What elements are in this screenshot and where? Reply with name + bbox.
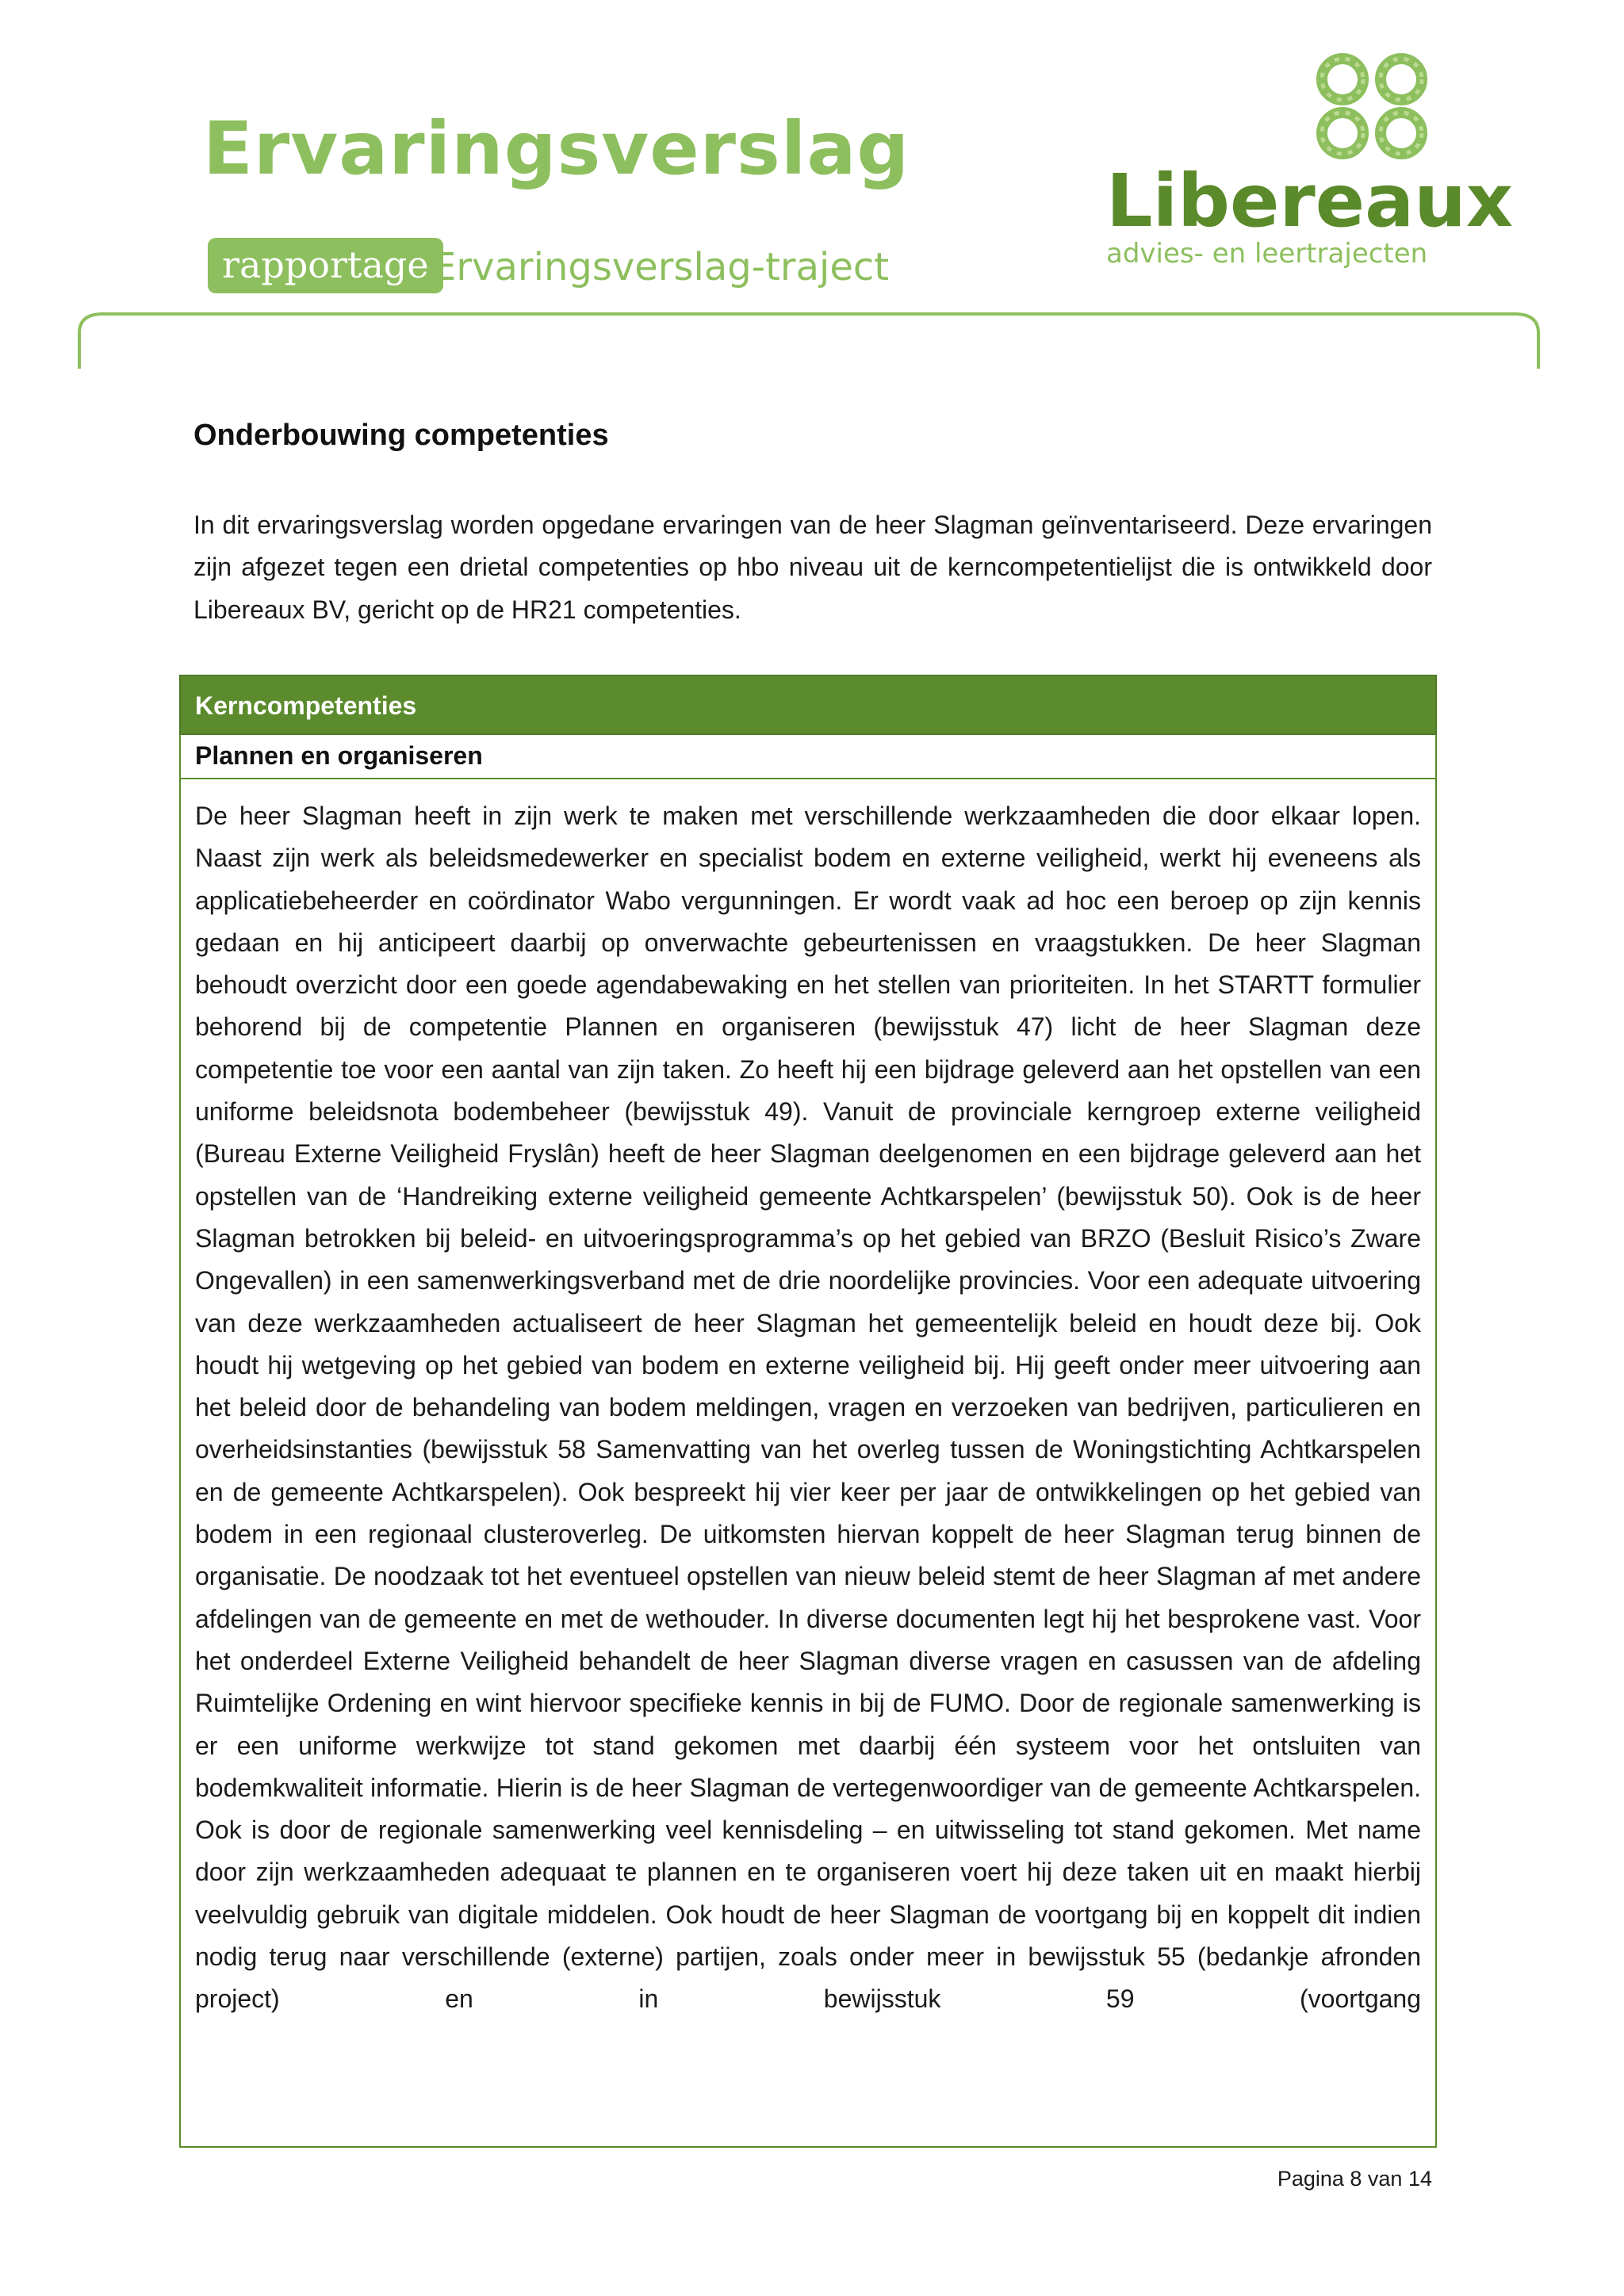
section-heading: Onderbouwing competenties — [193, 419, 609, 452]
competency-description: De heer Slagman heeft in zijn werk te maken met verschillende werkzaamheden die door elkaar lopen. Naast zijn werk als beleidsmedewerker en specialist bodem en externe veiligheid, werkt hij eveneens als applicatiebeheerder en coördinator Wabo vergunningen. Er wordt vaak ad hoc een beroep op zijn kennis gedaan en hij anticipeert daarbij op onverwachte gebeurtenissen en vraagstukken. De heer Slagman behoudt overzicht door een goede agendabewaking en het stellen van prioriteiten. In het STARTT formulier behorend bij de competentie Plannen en organiseren (bewijsstuk 47) licht de heer Slagman deze competentie toe voor een aantal van zijn taken. Zo heeft hij een bijdrage geleverd aan het opstellen van een uniforme beleidsnota bodembeheer (bewijsstuk 49). Vanuit de provinciale kerngroep externe veiligheid (Bureau Externe Veiligheid Fryslân) heeft de heer Slagman deelgenomen en een bijdrage geleverd aan het opstellen van de ‘Handreiking externe veiligheid gemeente Achtkarspelen’ (bewijsstuk 50). Ook is de heer Slagman betrokken bij beleid- en uitvoeringsprogramma’s op het gebied van BRZO (Besluit Risico’s Zware Ongevallen) in een samenwerkingsverband met de drie noordelijke provincies. Voor een adequate uitvoering van deze werkzaamheden actualiseert de heer Slagman het gemeentelijk beleid en houdt deze bij. Ook houdt hij wetgeving op het gebied van bodem en externe veiligheid bij. Hij geeft onder meer uitvoering aan het beleid door de behandeling van bodem meldingen, vragen en verzoeken van bedrijven, particulieren en overheidsinstanties (bewijsstuk 58 Samenvatting van het overleg tussen de Woningstichting Achtkarspelen en de gemeente Achtkarspelen). Ook bespreekt hij vier keer per jaar de ontwikkelingen op het gebied van bodem in een regionaal clusteroverleg. De uitkomsten hiervan koppelt de heer Slagman terug binnen de organisatie. De noodzaak tot het eventueel opstellen van nieuw beleid stemt de heer Slagman af met andere afdelingen van de gemeente en met de wethouder. In diverse documenten legt hij het besprokene vast. Voor het onderdeel Externe Veiligheid behandelt de heer Slagman diverse vragen en casussen van de afdeling Ruimtelijke Ordening en wint hiervoor specifieke kennis in bij de FUMO. Door de regionale samenwerking is er een uniforme werkwijze tot stand gekomen met daarbij één systeem voor het ontsluiten van bodemkwaliteit informatie. Hierin is de heer Slagman de vertegenwoordiger van de gemeente Achtkarspelen. Ook is door de regionale samenwerking veel kennisdeling – en uitwisseling tot stand gekomen. Met name door zijn werkzaamheden adequaat te plannen en te organiseren voert hij deze taken uit en maakt hierbij veelvuldig gebruik van digitale middelen. Ook houdt de heer Slagman de voortgang bij en koppelt dit indien nodig terug naar verschillende (externe) partijen, zoals onder meer in bewijsstuk 55 (bedankje afronden project) en in bewijsstuk 59 (voortgang — [195, 802, 1421, 2014]
competency-title: Plannen en organiseren — [179, 735, 1437, 779]
document-title: Ervaringsverslag — [203, 106, 910, 191]
competency-table — [179, 675, 1437, 2148]
logo-wordmark: Libereaux — [1106, 159, 1514, 243]
report-type-badge: rapportage — [208, 238, 443, 293]
intro-paragraph: In dit ervaringsverslag worden opgedane ervaringen van de heer Slagman geïnventariseerd. Deze ervaringen zijn afgezet tegen een drietal competenties op hbo niveau uit de kerncompetentielijst die is ontwikkeld door Libereaux BV, gericht op de HR21 competenties. — [193, 511, 1432, 624]
logo-tagline: advies- en leertrajecten — [1106, 238, 1428, 270]
document-subtitle: Ervaringsverslag-traject — [432, 245, 890, 289]
competency-description-cell — [179, 779, 1437, 2148]
header-divider-arc — [0, 301, 1624, 381]
table-header: Kerncompetenties — [179, 675, 1437, 735]
libereaux-logo-icon — [1297, 48, 1439, 166]
page-number: Pagina 8 van 14 — [1277, 2167, 1432, 2191]
